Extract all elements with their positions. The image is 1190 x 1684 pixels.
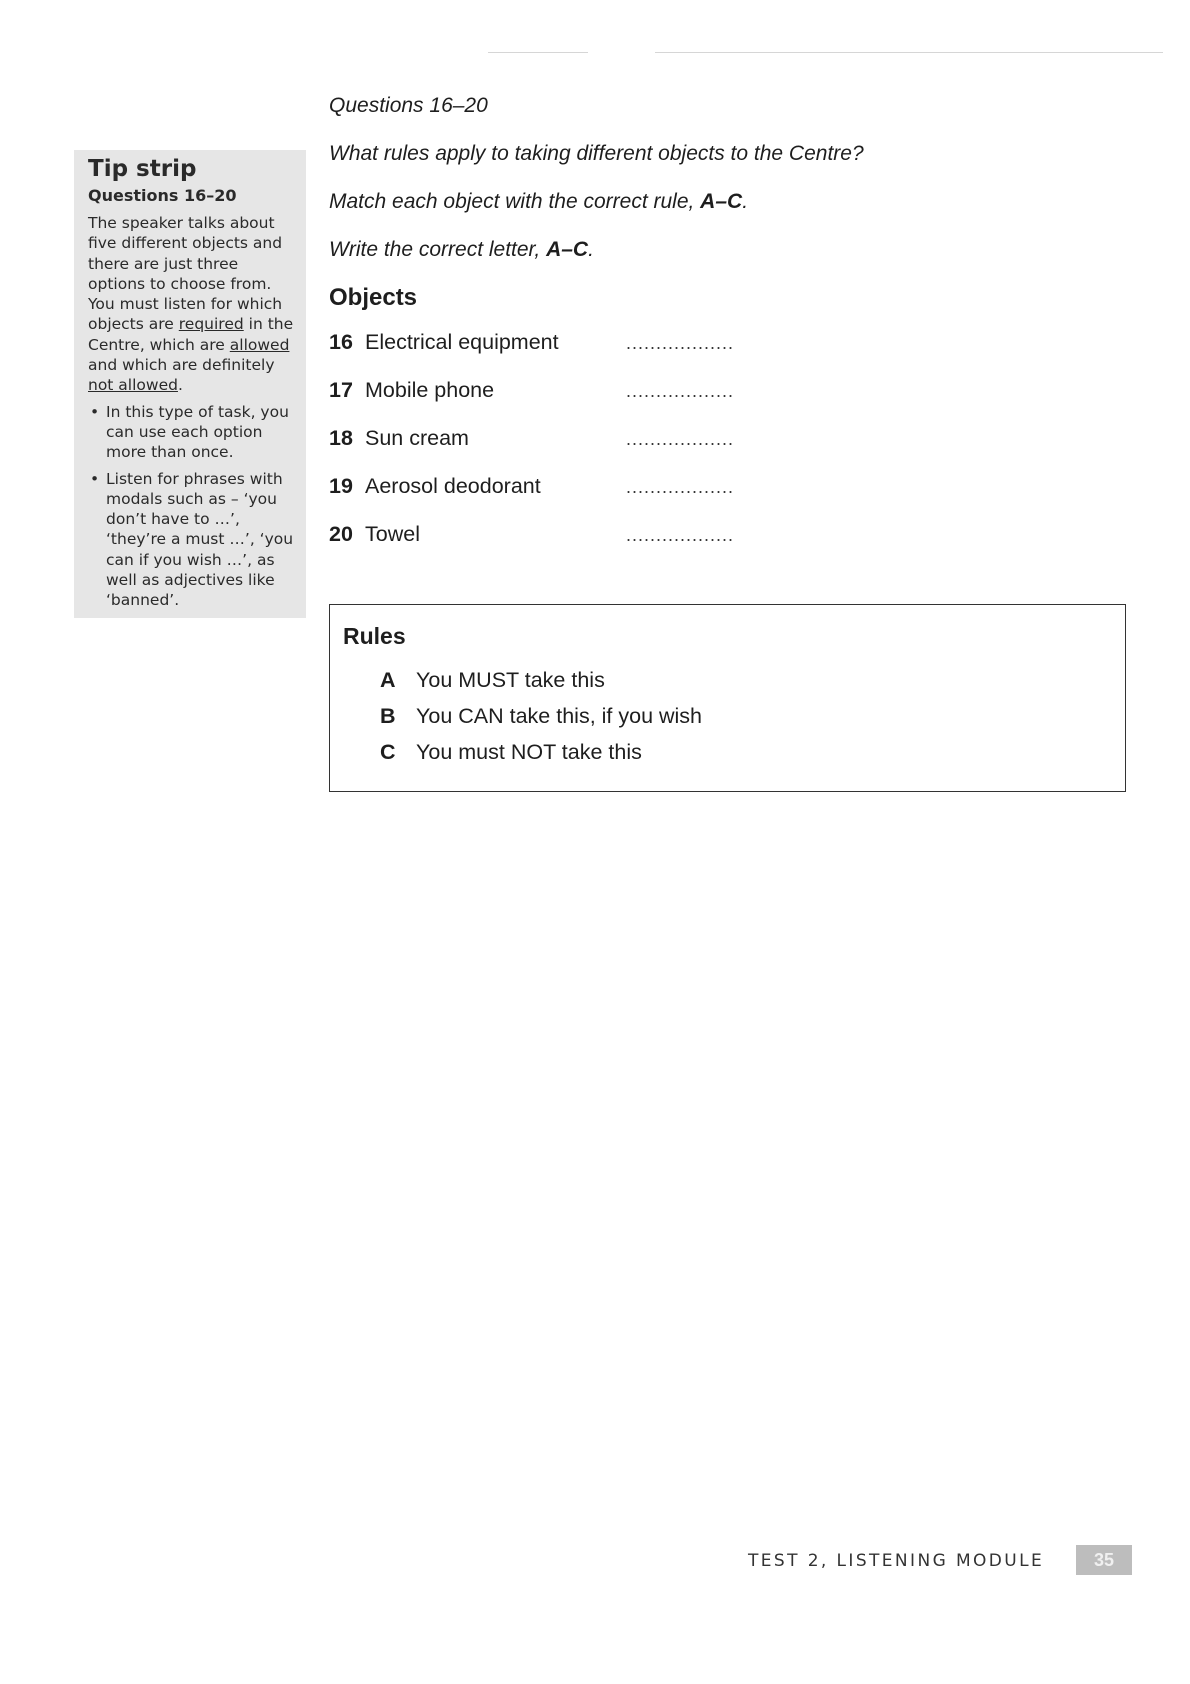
tip-strip-intro xyxy=(88,213,298,396)
answer-blank[interactable]: .................. xyxy=(626,429,735,449)
object-row xyxy=(329,330,1129,378)
instruction-question: What rules apply to taking different objects to the Centre? xyxy=(329,142,864,165)
answer-blank[interactable]: .................. xyxy=(626,333,735,353)
header-rule-right xyxy=(655,52,1163,53)
rule-letter: C xyxy=(380,740,396,764)
object-number: 17 xyxy=(329,378,353,402)
tip-strip-subtitle: Questions 16–20 xyxy=(88,186,237,205)
rules-box xyxy=(329,604,1126,792)
rule-row xyxy=(343,740,1112,776)
tip-bullet: • Listen for phrases with modals such as – ‘you don’t have to …’, ‘they’re a must …’, ‘you can if you wish …’, as well as adjectives like ‘banned’. xyxy=(88,469,298,611)
tip-keyword-required: required xyxy=(178,315,244,334)
rule-text: You must NOT take this xyxy=(416,740,642,764)
object-label: Towel xyxy=(365,522,420,546)
rule-letter: B xyxy=(380,704,396,728)
rule-row xyxy=(343,668,1112,704)
instruction-match xyxy=(329,190,1129,216)
questions-section xyxy=(329,90,1129,570)
rule-text: You CAN take this, if you wish xyxy=(416,704,703,728)
object-number: 16 xyxy=(329,330,353,354)
tip-intro-part: in the Centre, which are xyxy=(88,315,294,354)
header-rule-left xyxy=(488,52,588,53)
instruction-range: A–C xyxy=(546,238,589,261)
tip-strip-bullets xyxy=(88,402,298,611)
object-row xyxy=(329,378,1129,426)
rule-row xyxy=(343,704,1112,740)
objects-heading: Objects xyxy=(329,284,418,311)
rules-heading: Rules xyxy=(343,623,406,649)
answer-blank[interactable]: .................. xyxy=(626,525,735,545)
tip-intro-part: and which are definitely xyxy=(88,356,275,375)
tip-bullet: • In this type of task, you can use each option more than once. xyxy=(88,402,298,463)
tip-intro-part: . xyxy=(177,376,183,395)
object-row xyxy=(329,426,1129,474)
tip-keyword-allowed: allowed xyxy=(229,335,290,354)
object-row xyxy=(329,474,1129,522)
tip-strip-title: Tip strip xyxy=(88,156,197,182)
instruction-text: . xyxy=(588,238,594,261)
object-label: Mobile phone xyxy=(365,378,495,402)
instruction-text: Match each object with the correct rule, xyxy=(329,190,701,213)
object-label: Electrical equipment xyxy=(365,330,559,354)
rule-letter: A xyxy=(380,668,396,692)
page-number: 35 xyxy=(1076,1545,1132,1575)
object-label: Sun cream xyxy=(365,426,469,450)
object-row xyxy=(329,522,1129,570)
tip-strip xyxy=(74,150,306,618)
tip-intro-part: The speaker talks about five different objects and there are just three options to choose from. You must listen for which objects are xyxy=(88,214,283,334)
object-label: Aerosol deodorant xyxy=(365,474,541,498)
instruction-range: A–C xyxy=(700,190,743,213)
answer-blank[interactable]: .................. xyxy=(626,477,735,497)
questions-range: Questions 16–20 xyxy=(329,94,488,117)
instruction-write xyxy=(329,238,1129,264)
objects-list xyxy=(329,330,1129,570)
object-number: 20 xyxy=(329,522,353,546)
tip-keyword-not-allowed: not allowed xyxy=(88,376,178,395)
instruction-text: . xyxy=(742,190,749,213)
object-number: 19 xyxy=(329,474,353,498)
rule-text: You MUST take this xyxy=(416,668,605,692)
answer-blank[interactable]: .................. xyxy=(626,381,735,401)
object-number: 18 xyxy=(329,426,353,450)
instruction-text: Write the correct letter, xyxy=(329,238,547,261)
footer-section-label: TEST 2, LISTENING MODULE xyxy=(748,1551,1045,1571)
